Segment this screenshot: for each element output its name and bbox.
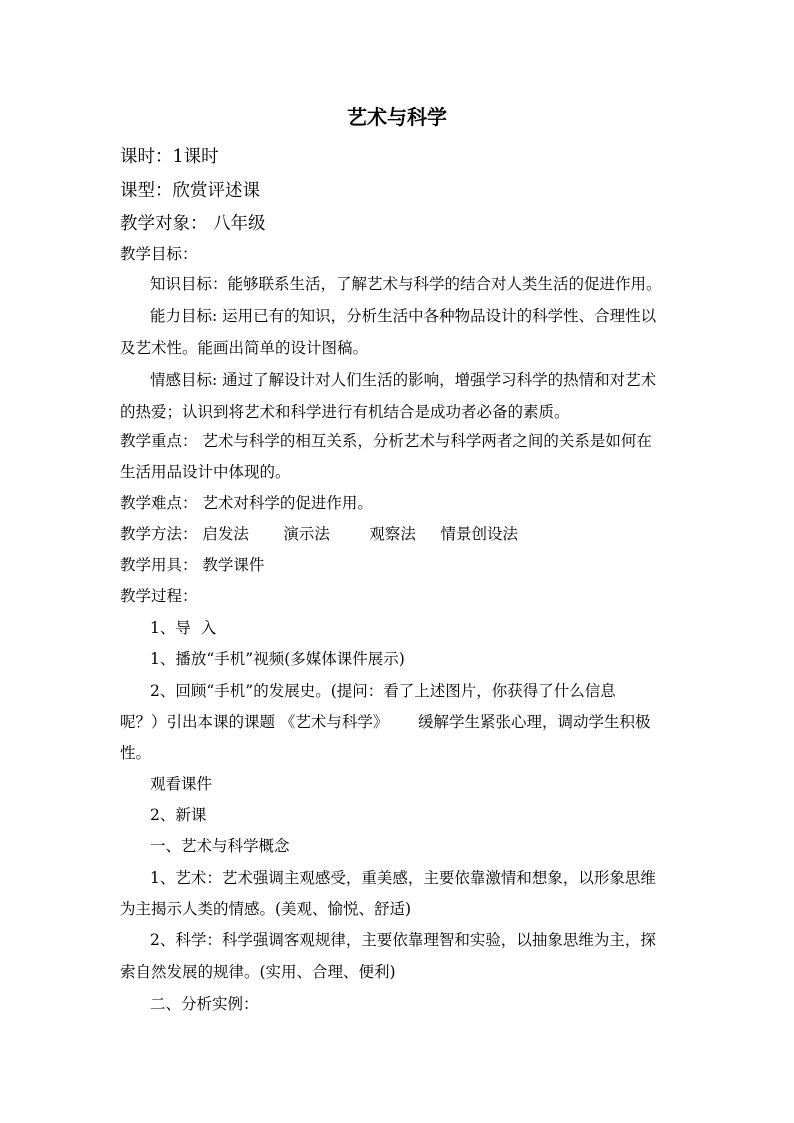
teaching-objectives-heading: 教学目标： <box>120 245 198 263</box>
lesson-hours: 课时：1课时 <box>120 147 219 167</box>
teaching-process-heading: 教学过程： <box>120 587 198 605</box>
step-introduction: 1、导 入 <box>150 619 217 637</box>
science-definition-line-1: 2、科学：科学强调客观规律，主要依靠理智和实验，以抽象思维为主，探 <box>150 931 656 949</box>
emotion-objective-line-1: 情感目标: 通过了解设计对人们生活的影响，增强学习科学的热情和对艺术 <box>150 371 657 389</box>
step-review-line-3: 性。 <box>120 744 152 762</box>
teaching-audience: 教学对象： 八年级 <box>120 214 266 234</box>
step-play-video: 1、播放“手机”视频(多媒体课件展示) <box>150 650 405 668</box>
section-examples-heading: 二、分析实例： <box>150 995 259 1013</box>
lesson-type: 课型：欣赏评述课 <box>120 181 260 201</box>
ability-objective-line-1: 能力目标: 运用已有的知识，分析生活中各种物品设计的科学性、合理性以 <box>150 307 657 325</box>
teaching-focus-line-2: 生活用品设计中体现的。 <box>120 463 291 481</box>
watch-courseware: 观看课件 <box>150 775 213 793</box>
teaching-difficulty: 教学难点： 艺术对科学的促进作用。 <box>120 494 373 512</box>
document-title: 艺术与科学 <box>347 105 447 129</box>
teaching-tools: 教学用具： 教学课件 <box>120 556 265 574</box>
ability-objective-line-2: 及艺术性。能画出简单的设计图稿。 <box>120 339 369 357</box>
section-concepts-heading: 一、艺术与科学概念 <box>150 837 290 855</box>
emotion-objective-line-2: 的热爱；认识到将艺术和科学进行有机结合是成功者必备的素质。 <box>120 403 570 421</box>
teaching-focus-line-1: 教学重点： 艺术与科学的相互关系，分析艺术与科学两者之间的关系是如何在 <box>120 432 652 450</box>
step-review-line-2: 呢？）引出本课的课题 《艺术与科学》 缓解学生紧张心理，调动学生积极 <box>120 713 651 731</box>
step-new-lesson: 2、新课 <box>150 806 207 824</box>
art-definition-line-1: 1、艺术：艺术强调主观感受，重美感，主要依靠激情和想象，以形象思维 <box>150 869 656 887</box>
art-definition-line-2: 为主揭示人类的情感。(美观、愉悦、舒适) <box>120 900 412 918</box>
science-definition-line-2: 索自然发展的规律。(实用、合理、便利) <box>120 963 396 981</box>
knowledge-objective: 知识目标：能够联系生活，了解艺术与科学的结合对人类生活的促进作用。 <box>150 275 662 293</box>
step-review-line-1: 2、回顾“手机”的发展史。(提问：看了上述图片，你获得了什么信息 <box>150 682 616 700</box>
teaching-methods: 教学方法： 启发法 演示法 观察法 情景创设法 <box>120 525 518 543</box>
